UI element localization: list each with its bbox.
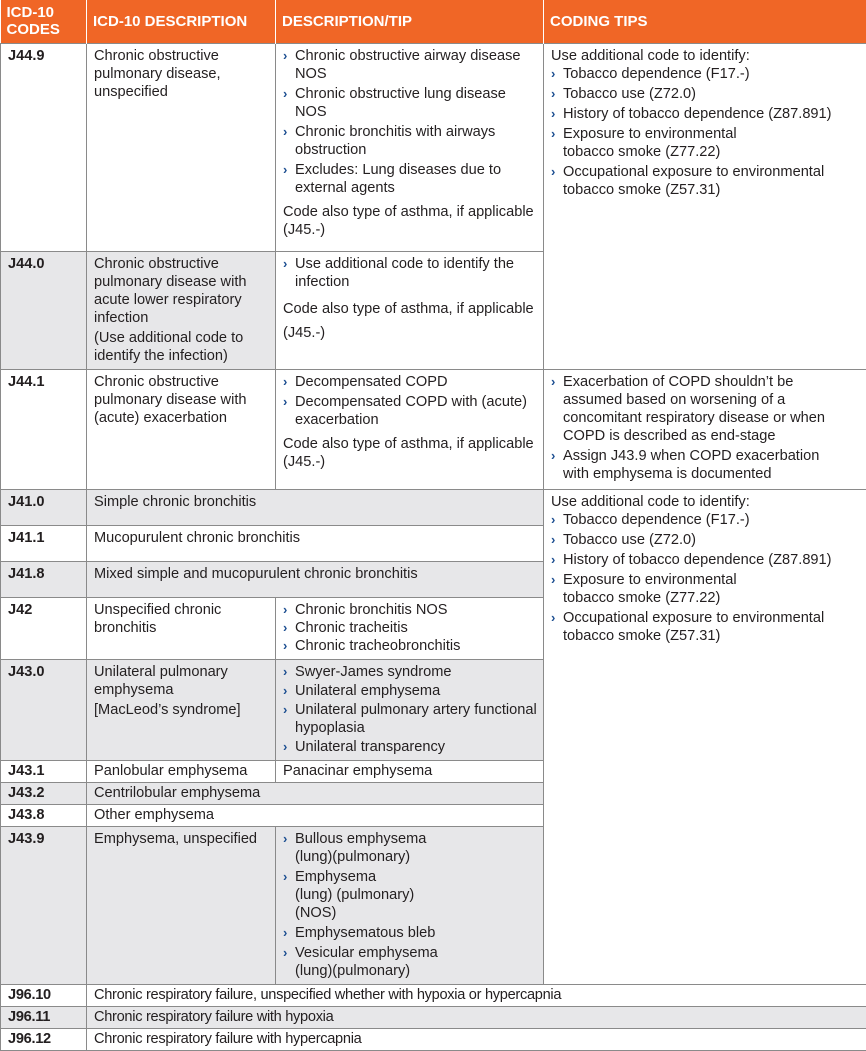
coding-tip-item: › Tobacco dependence (F17.-) bbox=[551, 65, 860, 83]
code-cell: J44.1 bbox=[1, 370, 87, 490]
chevron-right-icon: › bbox=[283, 123, 287, 141]
table-row bbox=[1, 490, 866, 526]
chevron-right-icon: › bbox=[283, 830, 287, 848]
tip-item: › Chronic bronchitis NOS bbox=[283, 601, 537, 619]
chevron-right-icon: › bbox=[551, 125, 555, 143]
tip-item: › Vesicular emphysema (lung)(pulmonary) bbox=[283, 944, 537, 980]
chevron-right-icon: › bbox=[551, 609, 555, 627]
description-text: Chronic obstructive pulmonary disease with acute lower respiratory infection bbox=[94, 255, 269, 327]
code-cell: J43.0 bbox=[1, 660, 87, 761]
tip-item: › Use additional code to identify the infection bbox=[283, 255, 537, 291]
header-codes-line2: CODES bbox=[7, 21, 60, 38]
tip-item: › Swyer-James syndrome bbox=[283, 663, 537, 681]
coding-tips-cell bbox=[544, 44, 866, 370]
chevron-right-icon: › bbox=[283, 924, 287, 942]
tip-cell bbox=[276, 660, 544, 761]
tip-item: › Chronic obstructive lung disease NOS bbox=[283, 85, 537, 121]
description-cell: Chronic obstructive pulmonary disease, unspecified bbox=[87, 44, 276, 252]
chevron-right-icon: › bbox=[283, 619, 287, 637]
table-row bbox=[1, 370, 866, 490]
code-cell: J96.10 bbox=[1, 985, 87, 1007]
tip-item: › Chronic bronchitis with airways obstruction bbox=[283, 123, 537, 159]
coding-tip-item: › Occupational exposure to environmental tobacco smoke (Z57.31) bbox=[551, 163, 860, 199]
code-cell: J41.1 bbox=[1, 526, 87, 562]
tip-cell bbox=[276, 827, 544, 985]
coding-tips-cell bbox=[544, 490, 866, 985]
description-cell: Chronic respiratory failure with hypercapnia bbox=[87, 1029, 866, 1051]
description-cell: Centrilobular emphysema bbox=[87, 783, 544, 805]
coding-tip-item: › Tobacco use (Z72.0) bbox=[551, 85, 860, 103]
tip-item: › Unilateral transparency bbox=[283, 738, 537, 756]
code-cell: J43.8 bbox=[1, 805, 87, 827]
chevron-right-icon: › bbox=[283, 601, 287, 619]
tip-item: › Excludes: Lung diseases due to external agents bbox=[283, 161, 537, 197]
tip-item: › Chronic obstructive airway disease NOS bbox=[283, 47, 537, 83]
description-text: Unilateral pulmonary emphysema bbox=[94, 663, 269, 699]
tip-cell bbox=[276, 598, 544, 660]
code-cell: J44.9 bbox=[1, 44, 87, 252]
description-subnote: [MacLeod’s syndrome] bbox=[94, 701, 269, 719]
table-row bbox=[1, 44, 866, 252]
coding-tip-item: › Exposure to environmental tobacco smoke (Z77.22) bbox=[551, 125, 860, 161]
description-cell: Chronic respiratory failure, unspecified whether with hypoxia or hypercapnia bbox=[87, 985, 866, 1007]
description-cell: Other emphysema bbox=[87, 805, 544, 827]
chevron-right-icon: › bbox=[283, 255, 287, 273]
chevron-right-icon: › bbox=[551, 105, 555, 123]
header-codes bbox=[1, 0, 87, 44]
tip-item: › Decompensated COPD with (acute) exacerbation bbox=[283, 393, 537, 429]
chevron-right-icon: › bbox=[551, 531, 555, 549]
tip-item: › Unilateral pulmonary artery functional hypoplasia bbox=[283, 701, 537, 737]
table-row bbox=[1, 1007, 866, 1029]
coding-tip-item: › History of tobacco dependence (Z87.891) bbox=[551, 551, 860, 569]
header-description: ICD-10 DESCRIPTION bbox=[87, 0, 276, 44]
tip-cell: Panacinar emphysema bbox=[276, 761, 544, 783]
chevron-right-icon: › bbox=[551, 65, 555, 83]
coding-tips-intro: Use additional code to identify: bbox=[551, 493, 860, 511]
code-cell: J96.12 bbox=[1, 1029, 87, 1051]
asthma-note: Code also type of asthma, if applicable (J45.-) bbox=[283, 203, 537, 239]
chevron-right-icon: › bbox=[551, 163, 555, 181]
code-cell: J41.0 bbox=[1, 490, 87, 526]
header-row bbox=[1, 0, 866, 44]
chevron-right-icon: › bbox=[283, 944, 287, 962]
chevron-right-icon: › bbox=[283, 738, 287, 756]
chevron-right-icon: › bbox=[283, 85, 287, 103]
chevron-right-icon: › bbox=[283, 663, 287, 681]
asthma-note: Code also type of asthma, if applicable (J45.-) bbox=[283, 297, 537, 345]
asthma-note: Code also type of asthma, if applicable (J45.-) bbox=[283, 435, 537, 471]
tip-cell bbox=[276, 44, 544, 252]
code-cell: J41.8 bbox=[1, 562, 87, 598]
code-cell: J96.11 bbox=[1, 1007, 87, 1029]
chevron-right-icon: › bbox=[283, 161, 287, 179]
code-cell: J43.2 bbox=[1, 783, 87, 805]
chevron-right-icon: › bbox=[283, 393, 287, 411]
tip-item: › Decompensated COPD bbox=[283, 373, 537, 391]
header-description-tip: DESCRIPTION/TIP bbox=[276, 0, 544, 44]
description-subnote: (Use additional code to identify the infection) bbox=[94, 329, 269, 365]
chevron-right-icon: › bbox=[283, 682, 287, 700]
coding-tip-item: › Exacerbation of COPD shouldn’t be assumed based on worsening of a concomitant respiratory disease or when COPD is described as end-stage bbox=[551, 373, 860, 445]
description-cell: Chronic respiratory failure with hypoxia bbox=[87, 1007, 866, 1029]
chevron-right-icon: › bbox=[283, 47, 287, 65]
chevron-right-icon: › bbox=[551, 373, 555, 391]
code-cell: J42 bbox=[1, 598, 87, 660]
table-row bbox=[1, 985, 866, 1007]
code-cell: J43.9 bbox=[1, 827, 87, 985]
tip-item: › Unilateral emphysema bbox=[283, 682, 537, 700]
description-cell: Mucopurulent chronic bronchitis bbox=[87, 526, 544, 562]
description-cell: Chronic obstructive pulmonary disease with (acute) exacerbation bbox=[87, 370, 276, 490]
tip-cell bbox=[276, 370, 544, 490]
chevron-right-icon: › bbox=[551, 511, 555, 529]
chevron-right-icon: › bbox=[551, 571, 555, 589]
description-cell: Panlobular emphysema bbox=[87, 761, 276, 783]
coding-tip-item: › Tobacco use (Z72.0) bbox=[551, 531, 860, 549]
chevron-right-icon: › bbox=[551, 551, 555, 569]
tip-item: › Chronic tracheitis bbox=[283, 619, 537, 637]
chevron-right-icon: › bbox=[283, 868, 287, 886]
tip-item: › Emphysema (lung) (pulmonary)(NOS) bbox=[283, 868, 537, 922]
coding-tip-item: › Assign J43.9 when COPD exacerbation with emphysema is documented bbox=[551, 447, 860, 483]
description-cell bbox=[87, 252, 276, 370]
header-codes-line1: ICD-10 bbox=[7, 4, 55, 21]
coding-tip-item: › History of tobacco dependence (Z87.891) bbox=[551, 105, 860, 123]
chevron-right-icon: › bbox=[283, 373, 287, 391]
chevron-right-icon: › bbox=[283, 637, 287, 655]
description-cell: Unspecified chronic bronchitis bbox=[87, 598, 276, 660]
tip-cell bbox=[276, 252, 544, 370]
chevron-right-icon: › bbox=[283, 701, 287, 719]
code-cell: J44.0 bbox=[1, 252, 87, 370]
description-cell: Simple chronic bronchitis bbox=[87, 490, 544, 526]
code-cell: J43.1 bbox=[1, 761, 87, 783]
tip-item: › Emphysematous bleb bbox=[283, 924, 537, 942]
description-cell: Emphysema, unspecified bbox=[87, 827, 276, 985]
coding-tips-intro: Use additional code to identify: bbox=[551, 47, 860, 65]
description-cell bbox=[87, 660, 276, 761]
coding-tip-item: › Exposure to environmental tobacco smoke (Z77.22) bbox=[551, 571, 860, 607]
header-coding-tips: CODING TIPS bbox=[544, 0, 866, 44]
coding-tip-item: › Occupational exposure to environmental tobacco smoke (Z57.31) bbox=[551, 609, 860, 645]
chevron-right-icon: › bbox=[551, 447, 555, 465]
coding-tips-cell bbox=[544, 370, 866, 490]
coding-tip-item: › Tobacco dependence (F17.-) bbox=[551, 511, 860, 529]
tip-item: › Chronic tracheobronchitis bbox=[283, 637, 537, 655]
chevron-right-icon: › bbox=[551, 85, 555, 103]
description-cell: Mixed simple and mucopurulent chronic bronchitis bbox=[87, 562, 544, 598]
tip-item: › Bullous emphysema (lung)(pulmonary) bbox=[283, 830, 537, 866]
table-row bbox=[1, 1029, 866, 1051]
